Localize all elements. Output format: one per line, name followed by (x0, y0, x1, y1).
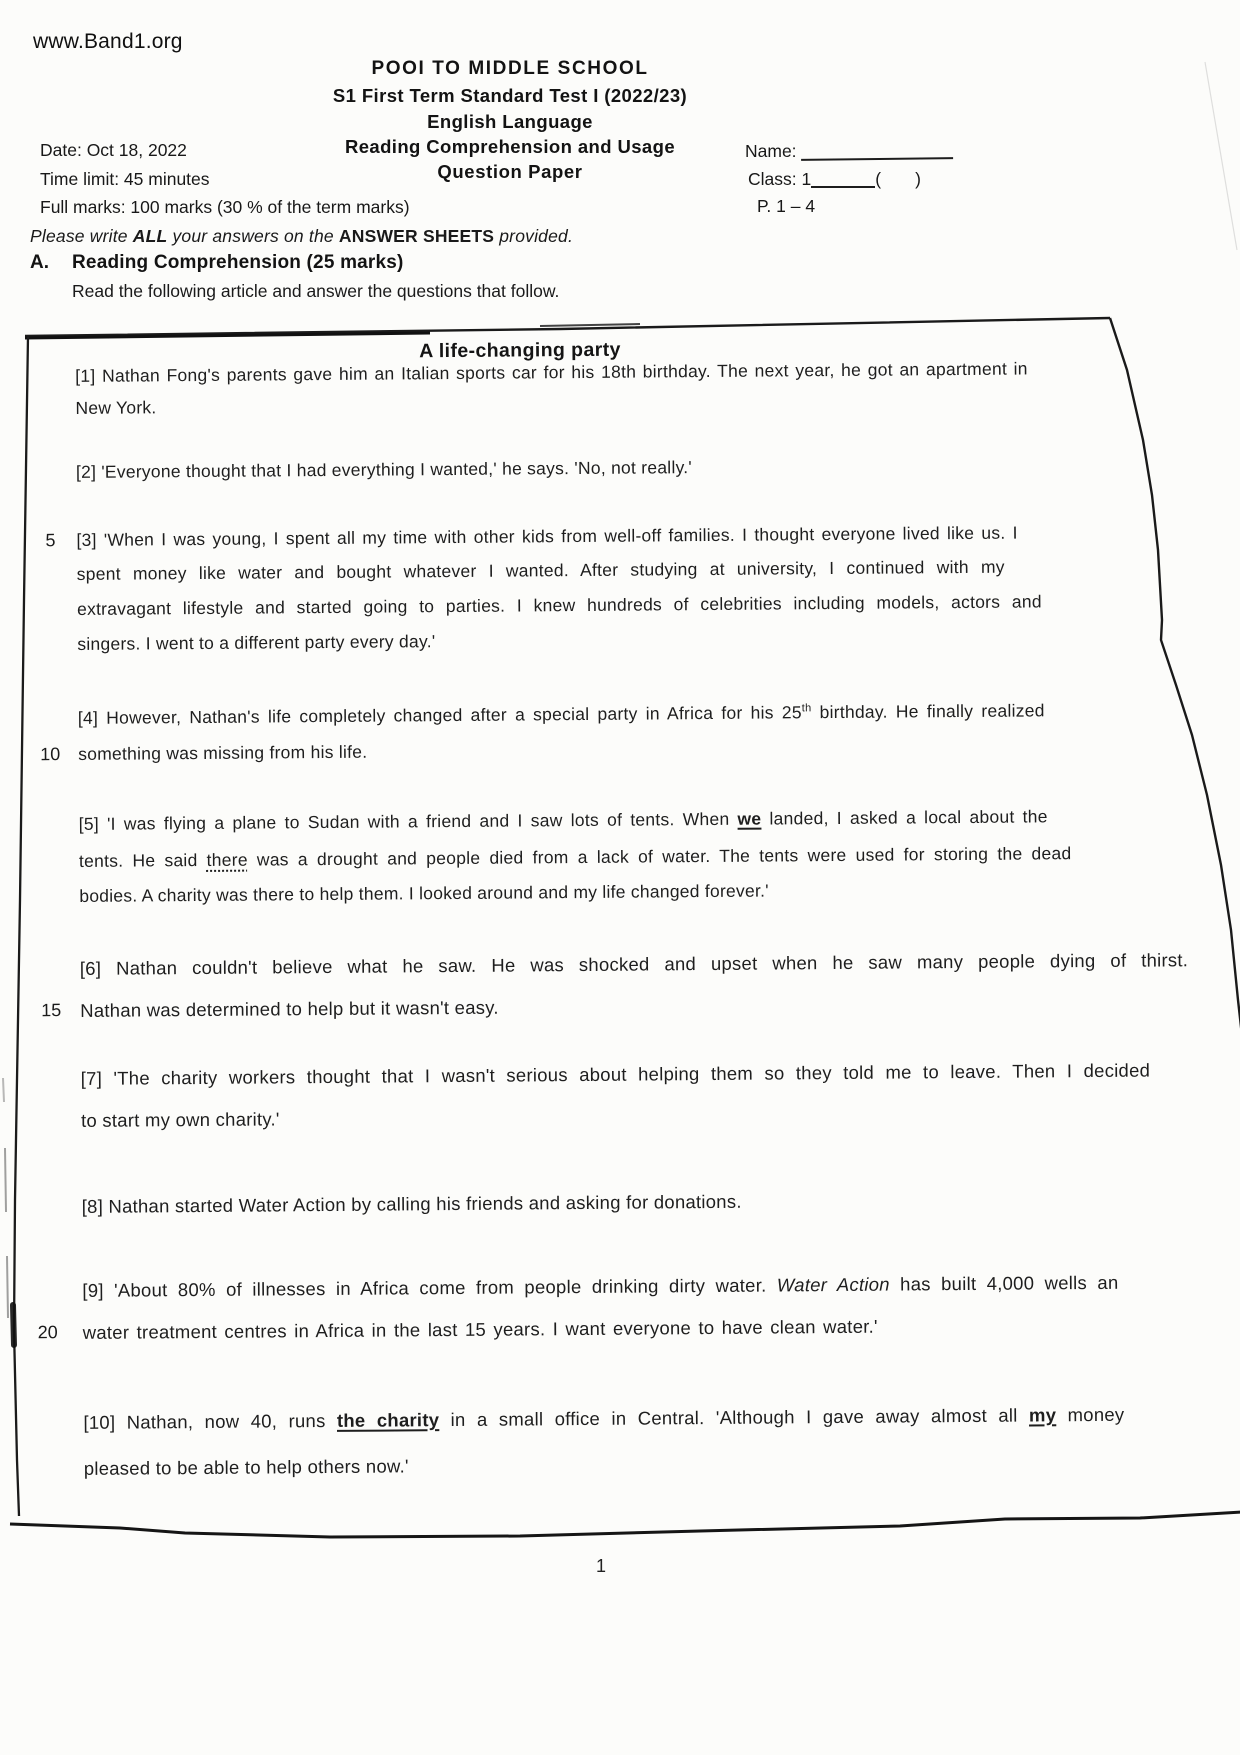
scan-artifact (3, 1078, 4, 1102)
site-watermark: www.Band1.org (33, 30, 183, 53)
paragraph-5-line-1: [5] 'I was flying a plane to Sudan with a friend and I saw lots of tents. When we landed, I asked a local about the (78, 806, 1048, 834)
superscript-th: th (801, 702, 812, 715)
paragraph-9-line-1: [9] 'About 80% of illnesses in Africa come from people drinking dirty water. Water Action has built 4,000 wells an (82, 1271, 1119, 1301)
paragraph-6-line-2: Nathan was determined to help but it wasn't easy. (80, 996, 499, 1021)
paper-title: Reading Comprehension and Usage (344, 136, 676, 157)
underlined-word-we: we (737, 808, 762, 829)
paragraph-5-line-2: tents. He said there was a drought and people died from a lack of water. The tents were used for storing the dead (78, 843, 1072, 871)
paragraph-2-line-1: [2] 'Everyone thought that I had everything I wanted,' he says. 'No, not really.' (75, 457, 693, 482)
paragraph-4-line-2: something was missing from his life. (78, 741, 368, 764)
class-parens: ( ) (875, 169, 921, 189)
full-marks-label: Full marks: 100 marks (30 % of the term marks) (40, 197, 410, 217)
italic-water-action: Water Action (776, 1273, 890, 1296)
paragraph-4-line-1: [4] However, Nathan's life completely changed after a special party in Africa for his 25th birthday. He finally realized (77, 700, 1045, 728)
underlined-phrase-the-charity: the charity (336, 1409, 440, 1431)
underlined-word-my: my (1028, 1404, 1057, 1426)
dotted-underlined-word-there: there (206, 849, 248, 870)
paragraph-5-line-3: bodies. A charity was there to help them. I looked around and my life changed forever.' (79, 880, 769, 906)
test-title: S1 First Term Standard Test I (2022/23) (332, 85, 688, 106)
paragraph-3-line-1: [3] 'When I was young, I spent all my time with other kids from well-off families. I thought everyone lived like us. I (76, 522, 1018, 550)
paragraph-6-line-1: [6] Nathan couldn't believe what he saw. He was shocked and upset when he saw many people dying of thirst. (79, 949, 1189, 979)
paper-subtitle: Question Paper (437, 161, 583, 182)
paragraph-1-line-1: [1] Nathan Fong's parents gave him an Italian sports car for his 18th birthday. The next year, he got an apartment in (75, 358, 1028, 386)
school-name: POOI TO MIDDLE SCHOOL (371, 58, 649, 79)
margin-line-number-20: 20 (37, 1322, 58, 1343)
paragraph-3-line-2: spent money like water and bought whatever I wanted. After studying at university, I continued with my (76, 556, 1005, 584)
time-limit-label: Time limit: 45 minutes (40, 169, 210, 189)
paragraph-3-line-3: extravagant lifestyle and started going to parties. I knew hundreds of celebrities including models, actors and (76, 591, 1042, 619)
paragraph-3-line-4: singers. I went to a different party every day.' (77, 631, 436, 654)
paragraph-10-line-1: [10] Nathan, now 40, runs the charity in a small office in Central. 'Although I gave away almost all my money (83, 1403, 1125, 1433)
paragraph-1-line-2: New York. (75, 397, 157, 418)
margin-line-number-15: 15 (41, 1000, 62, 1021)
section-subtitle: Read the following article and answer the questions that follow. (72, 281, 560, 301)
article-title: A life-changing party (419, 338, 621, 363)
paragraph-7-line-2: to start my own charity.' (80, 1108, 280, 1131)
margin-line-number-10: 10 (40, 744, 61, 765)
name-label: Name: (745, 141, 797, 161)
date-label: Date: Oct 18, 2022 (40, 140, 187, 160)
subject-title: English Language (427, 111, 593, 132)
section-label: A. (30, 252, 49, 273)
paragraph-7-line-1: [7] 'The charity workers thought that I wasn't serious about helping them so they told me to leave. Then I decided (80, 1059, 1151, 1089)
paragraph-10-line-2: pleased to be able to help others now.' (83, 1455, 409, 1479)
answer-sheet-instruction: Please write ALL your answers on the ANSWER SHEETS provided. (30, 226, 574, 246)
paragraph-8-line-1: [8] Nathan started Water Action by calling his friends and asking for donations. (81, 1190, 742, 1217)
class-label: Class: 1 (748, 169, 812, 189)
margin-line-number-5: 5 (45, 530, 56, 551)
section-title: Reading Comprehension (25 marks) (72, 252, 404, 273)
page-number: 1 (596, 1556, 607, 1576)
paragraph-9-line-2: water treatment centres in Africa in the last 15 years. I want everyone to have clean water.' (82, 1315, 878, 1343)
page-range-label: P. 1 – 4 (757, 196, 816, 216)
